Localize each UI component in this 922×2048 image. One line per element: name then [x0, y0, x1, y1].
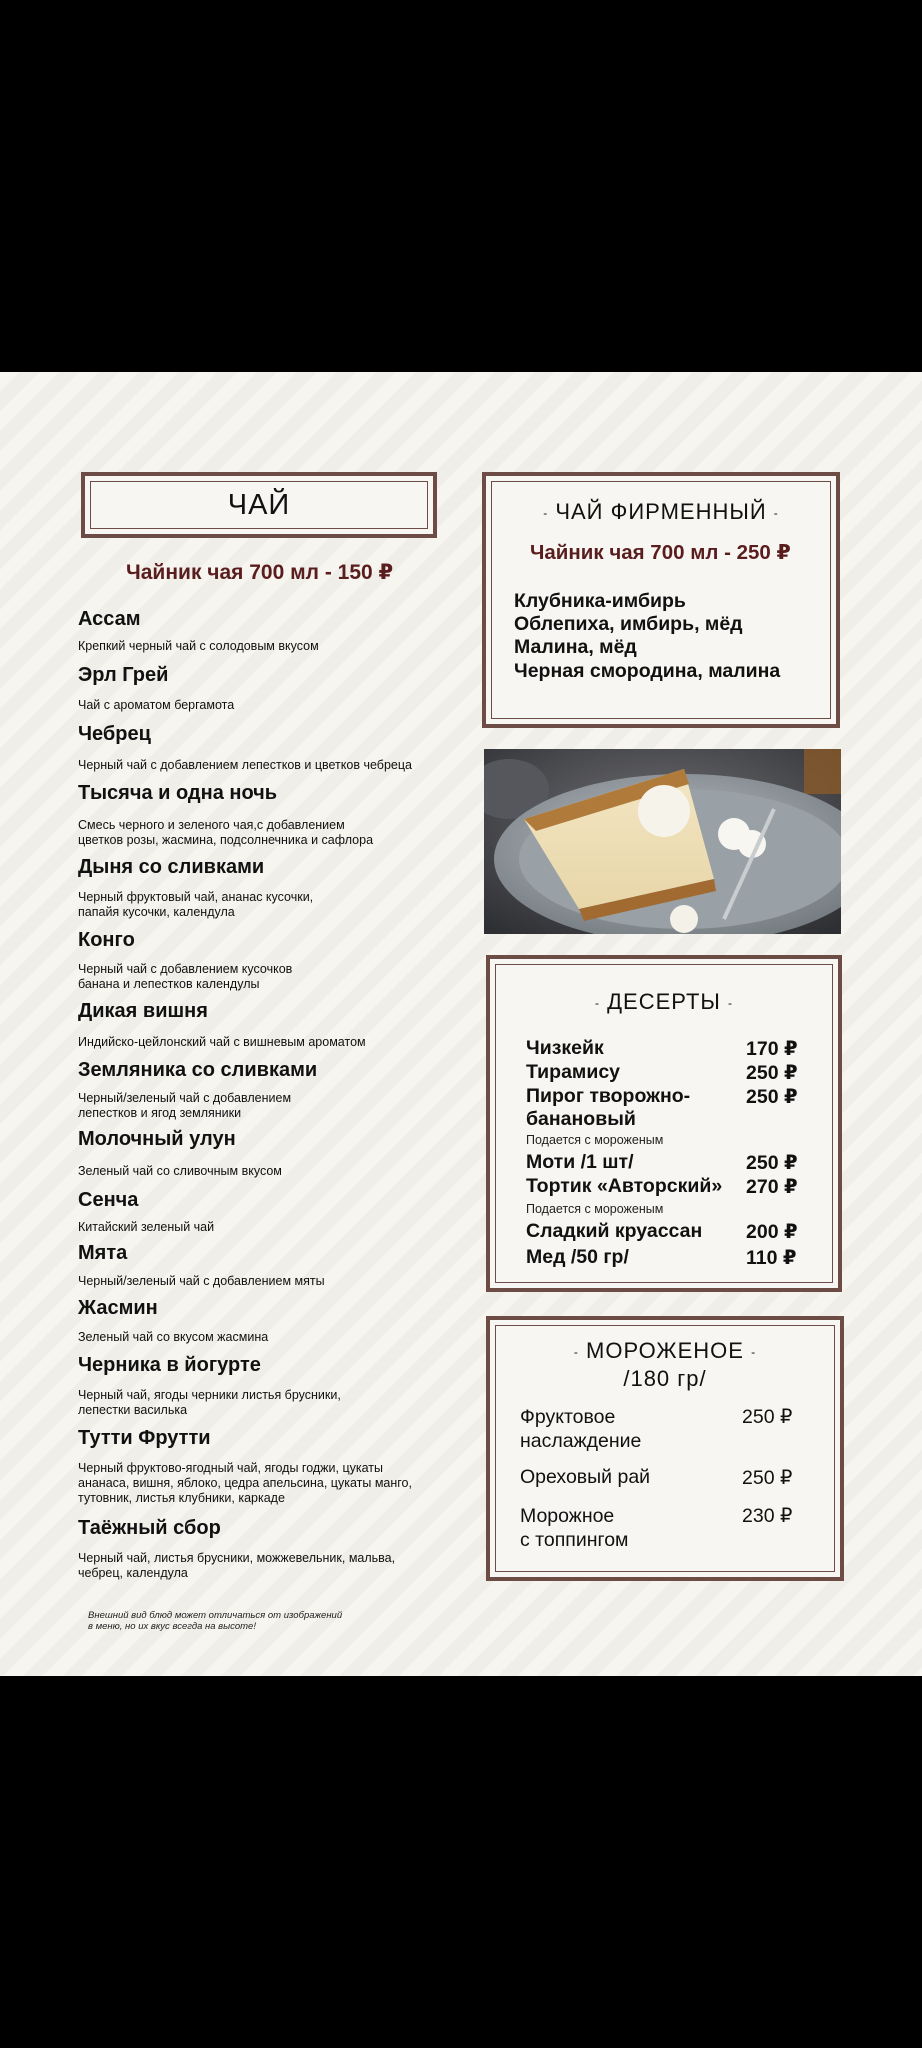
- cheesecake-illustration: [484, 749, 841, 934]
- icecream-name: Фруктовое наслаждение: [520, 1406, 642, 1452]
- tea-item-name: Мята: [78, 1242, 128, 1264]
- dessert-price: 170 ₽: [746, 1038, 798, 1060]
- dessert-name: Тортик «Авторский»: [526, 1175, 723, 1197]
- icecream-title-text: МОРОЖЕНОЕ: [586, 1338, 744, 1363]
- dessert-name: Тирамису: [526, 1061, 621, 1083]
- title-ornament-right: -: [727, 996, 733, 1011]
- tea-item-name: Земляника со сливками: [78, 1059, 318, 1081]
- signature-tea-title-text: ЧАЙ ФИРМЕННЫЙ: [555, 499, 767, 524]
- tea-item-desc: Черный фруктово-ягодный чай, ягоды годжи, цукаты ананаса, вишня, яблоко, цедра апельсина, цукаты манго, тутовник, листья клубники, каркаде: [78, 1461, 412, 1505]
- tea-title: ЧАЙ: [227, 489, 291, 521]
- dessert-price: 270 ₽: [746, 1176, 798, 1198]
- icecream-frame: [486, 1316, 844, 1581]
- tea-item-desc: Чай с ароматом бергамота: [78, 698, 235, 712]
- dessert-name: Сладкий круассан: [526, 1220, 703, 1242]
- tea-item-desc: Черный чай с добавлением лепестков и цветков чебреца: [78, 758, 412, 772]
- title-ornament-right: -: [751, 1345, 757, 1360]
- icecream-name: Морожное с топпингом: [520, 1505, 629, 1551]
- tea-item-desc: Смесь черного и зеленого чая,с добавлением цветков розы, жасмина, подсолнечника и сафлора: [78, 818, 374, 847]
- tea-item-name: Жасмин: [78, 1297, 158, 1319]
- icecream-title: [490, 1338, 840, 1364]
- tea-item-name: Черника в йогурте: [78, 1354, 261, 1376]
- tea-item-name: Конго: [78, 929, 135, 951]
- icecream-price: 230 ₽: [742, 1505, 793, 1527]
- tea-item-name: Дыня со сливками: [78, 856, 265, 878]
- title-ornament-right: -: [773, 506, 779, 521]
- dessert-name: Моти /1 шт/: [526, 1151, 634, 1173]
- tea-item-name: Тутти Фрутти: [78, 1427, 211, 1449]
- signature-item: Клубника-имбирь: [514, 590, 686, 612]
- dessert-name: Чизкейк: [526, 1037, 604, 1059]
- tea-item-desc: Индийско-цейлонский чай с вишневым ароматом: [78, 1035, 366, 1049]
- tea-item-desc: Зеленый чай со сливочным вкусом: [78, 1164, 282, 1178]
- tea-item-name: Молочный улун: [78, 1128, 236, 1150]
- tea-item-desc: Зеленый чай со вкусом жасмина: [78, 1330, 269, 1344]
- icecream-name: Ореховый рай: [520, 1466, 651, 1488]
- dessert-name: Мед /50 гр/: [526, 1246, 629, 1268]
- dessert-price: 110 ₽: [746, 1247, 797, 1269]
- tea-item-name: Сенча: [78, 1189, 139, 1211]
- title-ornament-left: -: [595, 996, 600, 1011]
- tea-item-desc: Китайский зеленый чай: [78, 1220, 215, 1234]
- tea-item-desc: Черный чай, ягоды черники листья брусники, лепестки василька: [78, 1388, 341, 1417]
- signature-tea-frame: [482, 472, 840, 728]
- tea-item-desc: Черный чай с добавлением кусочков банана и лепестков календулы: [78, 962, 293, 991]
- desserts-title: [490, 989, 838, 1015]
- dessert-price: 250 ₽: [746, 1152, 798, 1174]
- icecream-price: 250 ₽: [742, 1467, 793, 1489]
- cheesecake-photo: [484, 749, 841, 934]
- tea-item-desc: Черный/зеленый чай с добавлением мяты: [78, 1274, 325, 1288]
- dessert-price: 250 ₽: [746, 1086, 798, 1108]
- signature-tea-title: [486, 499, 836, 525]
- tea-item-name: Чебрец: [78, 723, 151, 745]
- title-ornament-left: -: [543, 506, 549, 521]
- tea-item-desc: Черный фруктовый чай, ананас кусочки, папайя кусочки, календула: [78, 890, 314, 919]
- signature-price-line: Чайник чая 700 мл - 250 ₽: [530, 541, 791, 564]
- tea-item-desc: Черный чай, листья брусники, можжевельник, мальва, чебрец, календула: [78, 1551, 396, 1580]
- signature-item: Облепиха, имбирь, мёд: [514, 613, 743, 635]
- signature-item: Черная смородина, малина: [514, 660, 781, 682]
- menu-page: [0, 372, 922, 1676]
- tea-item-desc: Крепкий черный чай с солодовым вкусом: [78, 639, 319, 653]
- icecream-subtitle: /180 гр/: [623, 1366, 707, 1391]
- tea-item-name: Ассам: [78, 608, 141, 630]
- dessert-price: 200 ₽: [746, 1221, 798, 1243]
- tea-item-name: Дикая вишня: [78, 1000, 208, 1022]
- title-ornament-left: -: [573, 1345, 579, 1360]
- tea-title-frame: [81, 472, 437, 538]
- tea-item-name: Тысяча и одна ночь: [78, 782, 278, 804]
- dessert-price: 250 ₽: [746, 1062, 798, 1084]
- icecream-price: 250 ₽: [742, 1406, 793, 1428]
- disclaimer: Внешний вид блюд может отличаться от изображений в меню, но их вкус всегда на высоте!: [88, 1610, 343, 1632]
- dessert-note: Подается с мороженым: [526, 1202, 664, 1216]
- dessert-note: Подается с мороженым: [526, 1133, 664, 1147]
- tea-item-name: Таёжный сбор: [78, 1517, 221, 1539]
- tea-price-line: Чайник чая 700 мл - 150 ₽: [126, 561, 394, 584]
- tea-item-desc: Черный/зеленый чай с добавлением лепестков и ягод земляники: [78, 1091, 292, 1120]
- tea-item-name: Эрл Грей: [78, 664, 169, 686]
- dessert-name: Пирог творожно- банановый: [526, 1085, 691, 1130]
- desserts-frame: [486, 955, 842, 1292]
- signature-item: Малина, мёд: [514, 636, 637, 658]
- desserts-title-text: ДЕСЕРТЫ: [607, 989, 721, 1014]
